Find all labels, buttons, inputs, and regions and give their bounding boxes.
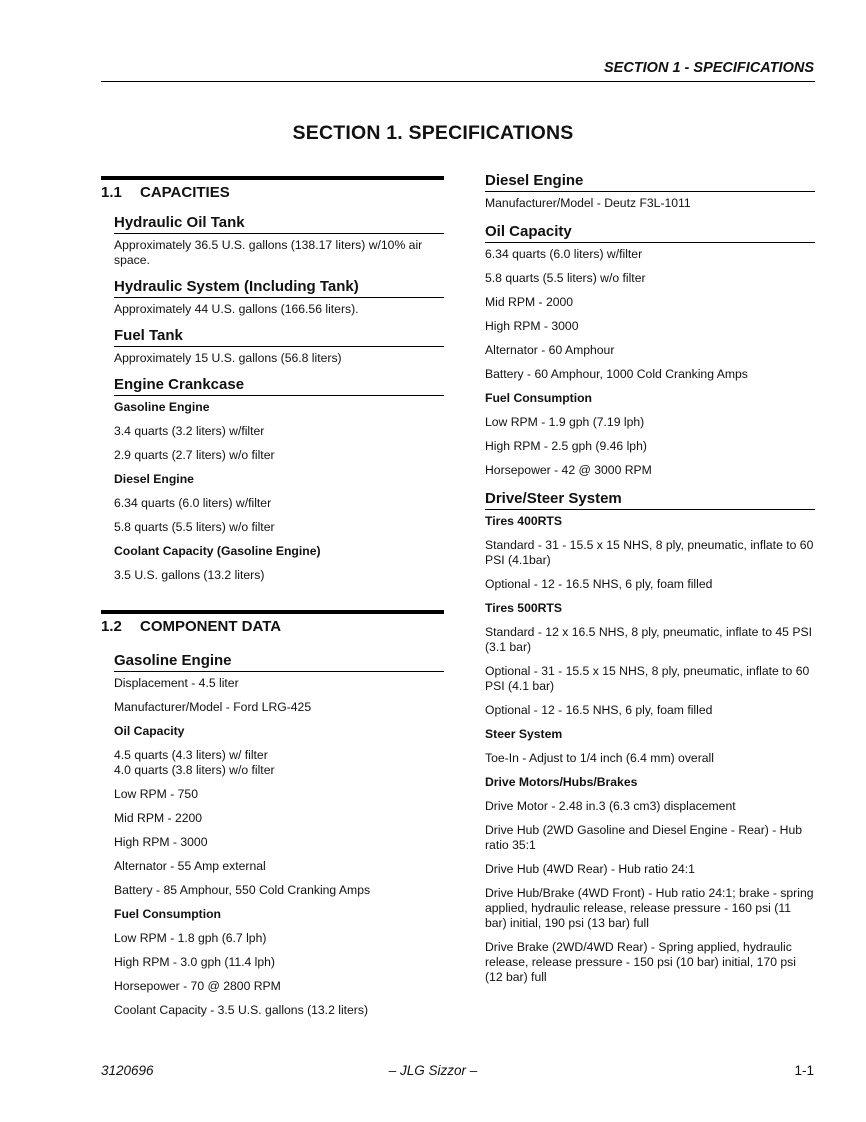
list-item: Drive Brake (2WD/4WD Rear) - Spring applied, hydraulic release, release pressure - 150 psi (10 bar) initial, 170 psi (12 bar) full (485, 940, 796, 984)
list-item: 5.8 quarts (5.5 liters) w/o filter (485, 271, 646, 285)
list-item (114, 748, 444, 778)
running-header: SECTION 1 - SPECIFICATIONS (603, 60, 814, 76)
list-item: Battery - 60 Amphour, 1000 Cold Cranking Amps (485, 367, 748, 381)
list-item: Standard - 31 - 15.5 x 15 NHS, 8 ply, pneumatic, inflate to 60 PSI (4.1bar) (485, 538, 814, 567)
right-column (485, 171, 815, 994)
footer-doc-number: 3120696 (101, 1063, 154, 1078)
tires-400rts-subheading: Tires 400RTS (485, 514, 563, 528)
list-item: High RPM - 2.5 gph (9.46 lph) (485, 439, 647, 453)
list-item: Manufacturer/Model - Deutz F3L-1011 (485, 196, 691, 210)
diesel-engine-heading: Diesel Engine (485, 171, 815, 192)
list-item: High RPM - 3000 (114, 835, 208, 849)
list-item: Optional - 12 - 16.5 NHS, 6 ply, foam filled (485, 577, 713, 591)
hydraulic-oil-tank-text: Approximately 36.5 U.S. gallons (138.17 liters) w/10% air space. (114, 238, 423, 267)
list-item: Coolant Capacity - 3.5 U.S. gallons (13.2 liters) (114, 1003, 369, 1017)
list-item: 2.9 quarts (2.7 liters) w/o filter (114, 448, 275, 462)
oil-capacity-heading: Oil Capacity (485, 222, 815, 243)
steer-system-subheading: Steer System (485, 727, 563, 741)
list-item: Displacement - 4.5 liter (114, 676, 239, 690)
list-item: 3.4 quarts (3.2 liters) w/filter (114, 424, 265, 438)
section-number: 1.1 (101, 184, 122, 201)
list-item: 6.34 quarts (6.0 liters) w/filter (114, 496, 272, 510)
list-item: Manufacturer/Model - Ford LRG-425 (114, 700, 312, 714)
hydraulic-oil-tank-heading: Hydraulic Oil Tank (114, 213, 444, 234)
list-item: Drive Motor - 2.48 in.3 (6.3 cm3) displacement (485, 799, 736, 813)
oil-capacity-subheading: Oil Capacity (114, 724, 185, 738)
list-item: Alternator - 55 Amp external (114, 859, 266, 873)
list-item: Low RPM - 1.8 gph (6.7 lph) (114, 931, 267, 945)
list-item: Mid RPM - 2000 (485, 295, 574, 309)
oil-line: 4.0 quarts (3.8 liters) w/o filter (114, 763, 275, 777)
gasoline-engine-heading: Gasoline Engine (114, 651, 444, 672)
list-item: Drive Hub (2WD Gasoline and Diesel Engine - Rear) - Hub ratio 35:1 (485, 823, 802, 852)
drive-steer-heading: Drive/Steer System (485, 489, 815, 510)
fuel-tank-text: Approximately 15 U.S. gallons (56.8 liters) (114, 351, 342, 365)
fuel-consumption-subheading: Fuel Consumption (114, 907, 221, 921)
hydraulic-system-heading: Hydraulic System (Including Tank) (114, 277, 444, 298)
tires-500rts-subheading: Tires 500RTS (485, 601, 563, 615)
list-item: 5.8 quarts (5.5 liters) w/o filter (114, 520, 275, 534)
section-title: CAPACITIES (140, 184, 230, 201)
list-item: Drive Hub/Brake (4WD Front) - Hub ratio 24:1; brake - spring applied, hydraulic release, release pressure - 160 psi (11 bar) initial, 190 psi (13 bar) full (485, 886, 814, 930)
section-title: COMPONENT DATA (140, 618, 282, 635)
oil-line: 4.5 quarts (4.3 liters) w/ filter (114, 748, 268, 762)
list-item: Low RPM - 1.9 gph (7.19 lph) (485, 415, 645, 429)
list-item: Toe-In - Adjust to 1/4 inch (6.4 mm) overall (485, 751, 714, 765)
section-component-data-heading (101, 610, 444, 635)
section-number: 1.2 (101, 618, 122, 635)
list-item: Mid RPM - 2200 (114, 811, 203, 825)
fuel-tank-heading: Fuel Tank (114, 326, 444, 347)
list-item: High RPM - 3000 (485, 319, 579, 333)
hydraulic-system-text: Approximately 44 U.S. gallons (166.56 liters). (114, 302, 359, 316)
footer-page-number: 1-1 (794, 1063, 814, 1078)
fuel-consumption-subheading: Fuel Consumption (485, 391, 592, 405)
list-item: Low RPM - 750 (114, 787, 198, 801)
list-item: Drive Hub (4WD Rear) - Hub ratio 24:1 (485, 862, 695, 876)
coolant-capacity-subheading: Coolant Capacity (Gasoline Engine) (114, 544, 321, 558)
drive-motors-subheading: Drive Motors/Hubs/Brakes (485, 775, 638, 789)
footer-title: – JLG Sizzor – (388, 1063, 478, 1078)
diesel-engine-subheading: Diesel Engine (114, 472, 194, 486)
list-item: Standard - 12 x 16.5 NHS, 8 ply, pneumatic, inflate to 45 PSI (3.1 bar) (485, 625, 812, 654)
list-item: Horsepower - 70 @ 2800 RPM (114, 979, 281, 993)
coolant-capacity-text: 3.5 U.S. gallons (13.2 liters) (114, 568, 265, 582)
section-capacities-heading (101, 176, 444, 201)
engine-crankcase-heading: Engine Crankcase (114, 375, 444, 396)
list-item: Alternator - 60 Amphour (485, 343, 615, 357)
list-item: Battery - 85 Amphour, 550 Cold Cranking Amps (114, 883, 371, 897)
list-item: Optional - 12 - 16.5 NHS, 6 ply, foam filled (485, 703, 713, 717)
header-rule (101, 81, 815, 82)
list-item: Horsepower - 42 @ 3000 RPM (485, 463, 652, 477)
gasoline-engine-subheading: Gasoline Engine (114, 400, 210, 414)
list-item: 6.34 quarts (6.0 liters) w/filter (485, 247, 643, 261)
list-item: Optional - 31 - 15.5 x 15 NHS, 8 ply, pneumatic, inflate to 60 PSI (4.1 bar) (485, 664, 810, 693)
list-item: High RPM - 3.0 gph (11.4 lph) (114, 955, 275, 969)
left-column (101, 176, 444, 1027)
page-title: SECTION 1. SPECIFICATIONS (292, 122, 574, 144)
